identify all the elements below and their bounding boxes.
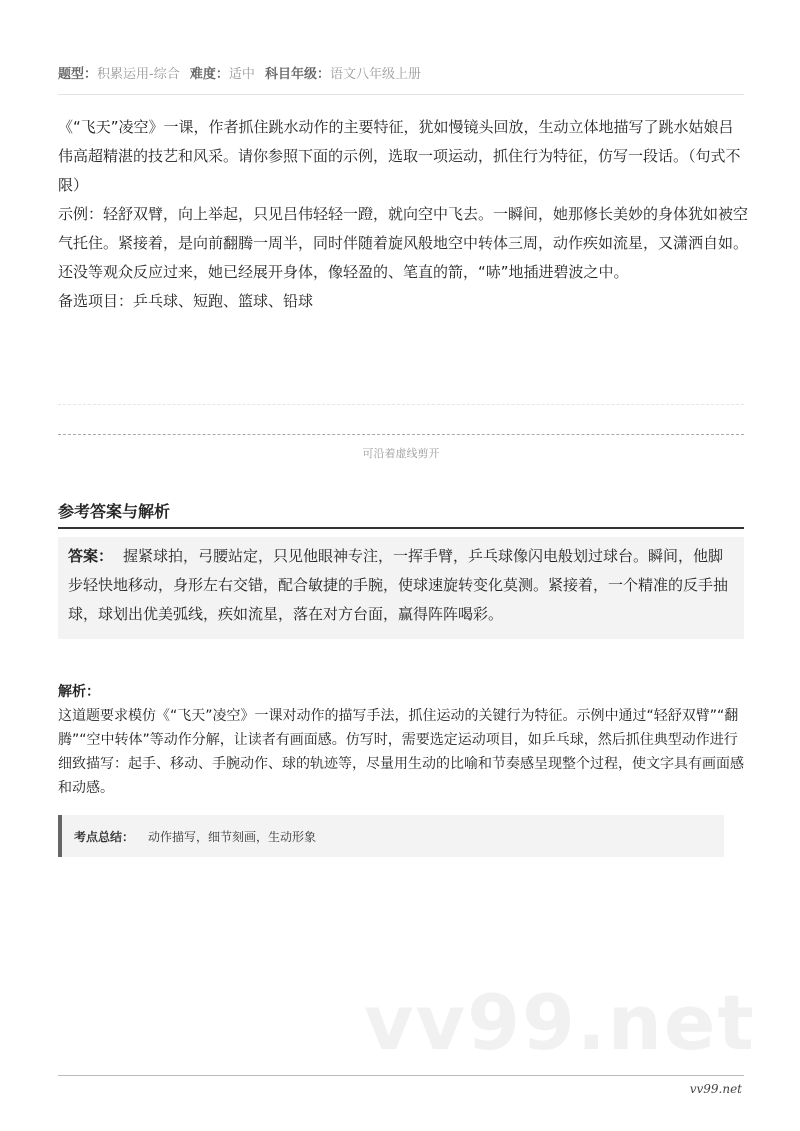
question-example: 示例：轻舒双臂，向上举起，只见吕伟轻轻一蹬，就向空中飞去。一瞬间，她那修长美妙的身体犹如被空气托住。紧接着，是向前翻腾一周半，同时伴随着旋风般地空中转体三周，动作疾如流星，又潇洒自如。还没等观众反应过来，她已经展开身体，像轻盈的、笔直的箭，“哧”地插进碧波之中。 bbox=[58, 205, 749, 281]
difficulty-label: 难度： bbox=[189, 67, 229, 82]
answer-label: 答案： bbox=[68, 547, 114, 565]
grade-value: 语文八年级上册 bbox=[330, 67, 422, 82]
answer-space-line bbox=[58, 404, 744, 405]
keypoint-box bbox=[58, 815, 724, 857]
section-divider bbox=[58, 527, 744, 529]
keypoint-text: 动作描写，细节刻画，生动形象 bbox=[148, 829, 317, 844]
difficulty-value: 适中 bbox=[228, 67, 255, 82]
answer-box bbox=[58, 537, 744, 639]
cut-line bbox=[58, 434, 744, 435]
type-value: 积累运用-综合 bbox=[97, 67, 180, 82]
analysis-text: 这道题要求模仿《“飞天”凌空》一课对动作的描写手法，抓住运动的关键行为特征。示例中通过“轻舒双臂”“翻腾”“空中转体”等动作分解，让读者有画面感。仿写时，需要选定运动项目，如乒乓球，然后抓住典型动作进行细致描写：起手、移动、手腕动作、球的轨迹等，尽量用生动的比喻和节奏感呈现整个过程，使文字具有画面感和动感。 bbox=[58, 708, 744, 796]
watermark: vv99.net bbox=[364, 978, 756, 1067]
cut-label: 可沿着虚线剪开 bbox=[362, 447, 440, 460]
question-options: 备选项目：乒乓球、短跑、篮球、铅球 bbox=[58, 292, 314, 310]
section-title: 参考答案与解析 bbox=[58, 502, 171, 521]
question-prompt: 《“飞天”凌空》一课，作者抓住跳水动作的主要特征，犹如慢镜头回放，生动立体地描写了跳水姑娘吕伟高超精湛的技艺和风采。请你参照下面的示例，选取一项运动，抓住行为特征，仿写一段话。（句式不限） bbox=[58, 118, 741, 194]
question-body bbox=[58, 113, 748, 316]
answer-text: 握紧球拍，弓腰站定，只见他眼神专注，一挥手臂，乒乓球像闪电般划过球台。瞬间，他脚步轻快地移动，身形左右交错，配合敏捷的手腕，使球速旋转变化莫测。紧接着，一个精准的反手抽球，球划出优美弧线，疾如流星，落在对方台面，赢得阵阵喝彩。 bbox=[68, 547, 729, 623]
footer-divider bbox=[58, 1075, 744, 1076]
keypoint-label: 考点总结： bbox=[74, 829, 135, 844]
footer-site: vv99.net bbox=[689, 1082, 742, 1096]
header-divider bbox=[58, 94, 744, 95]
analysis-label: 解析： bbox=[58, 684, 100, 700]
type-label: 题型： bbox=[58, 67, 98, 82]
question-meta bbox=[58, 63, 748, 82]
grade-label: 科目年级： bbox=[265, 67, 331, 82]
